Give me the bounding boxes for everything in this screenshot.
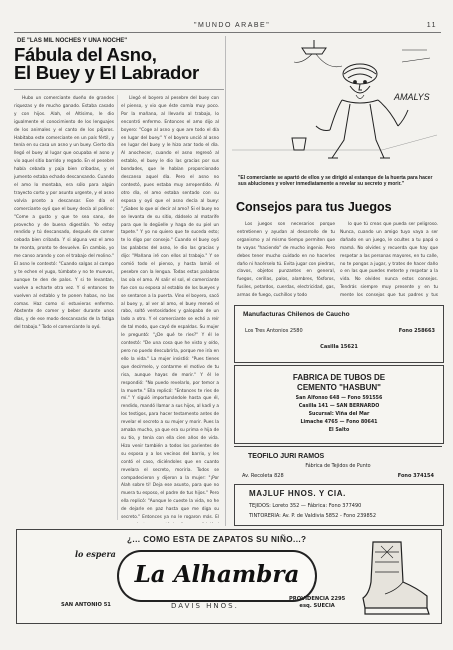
article-kicker: DE "LAS MIL NOCHES Y UNA NOCHE" [17,38,128,44]
article-title-line1: Fábula del Asno, [14,44,157,65]
tips-column-2-text: lo que tú creas que pueda ser peligroso. Nunca, cuando un amigo tuyo vaya a ser dañado en un juego, le ocultes a tu papá o mamá. No olvides y recuerda que hay que respetar a las personas mayores, en tu calle, no te pongas a jugar, y trates de hacer daño o en las que puedes meterte y respetar a la vida. No olvides nunca estos consejos. Tendrás siempre muy presente y en tu mente los consejos que tus padres y tus [340,222,438,297]
ad-teofilo-name: TEOFILO JURI RAMOS [248,453,325,460]
ad-hasbun-line4: Casilla 141 — SAN BERNARDO [298,404,380,409]
ad-hasbun-line7: El Salto [328,428,350,433]
ad-alhambra-owner: DAVIS HNOS. [171,602,239,610]
ad-teofilo [234,446,442,475]
ad-caucho-phone: Fono 258663 [398,328,435,334]
ad-alhambra-headline: ¿... COMO ESTA DE ZAPATOS SU NIÑO...? [127,535,307,544]
ad-caucho-address: Los Tres Antonios 2580 [245,328,303,334]
article-title [14,46,214,82]
ad-hasbun-line1: FABRICA DE TUBOS DE [292,373,386,382]
page-number: 11 [426,22,437,29]
ad-majluf-line2: TINTORERIA: Av. P. de Valdivia 5852 - Fono 239852 [249,513,376,519]
ad-teofilo-product: Fábrica de Tejidos de Punto [305,464,371,469]
ad-majluf-name: MAJLUF HNOS. Y CIA. [249,489,346,498]
ad-alhambra-address2-line1: PROVIDENCIA 2295 [289,596,346,602]
ad-caucho-box: Casilla 15621 [320,344,358,350]
magazine-name: "MUNDO ARABE" [194,22,271,29]
header-rule [14,32,441,33]
ad-alhambra-lo-espera: lo espera [75,549,116,559]
ad-teofilo-address: Av. Recoleta 828 [242,473,284,479]
article-column-1 [14,95,114,523]
tips-column-2 [340,221,438,297]
article-title-line2: El Buey y El Labrador [14,62,199,83]
ad-alhambra-address2 [289,596,345,610]
article-column-1-text: Hubo un comerciante dueño de grandes riquezas y de mucho ganado. Estaba casado y con hijos. Alah, el Altísimo, le dio igualmente el conocimiento de los lenguajes de los animales y el canto de los pájaros. Habitaba este comerciante en un país fértil, y tenía en su casa un asno y un buey. Cierto día llegó el buey al lugar que ocupaba el asno y vio aquel sitio barrido y regado. En el pesebre había cebada y paja bien cribadas, y el jumento estaba echado descansando. Cuando el amo lo montaba, era sólo para algún trayecto corto y por asunto urgente, y el asno volvía pronto a descansar. Ese día el comerciante oyó que el buey decía al pollino: "Come a gusto y que te sea sano, de provecho y de buena digestión. Yo estoy rendido y tú descansado, después de comer cebada bien cribada. Y si alguna vez el amo te monta, pronto te devuelve. En cambio, yo me canso arando y con el trabajo del molino." El asno le contestó: "Cuando salgas al campo y te echen el yugo, túmbate y no te muevas, aunque te den de palos. Y si te levantan, vuelve a echarte otra vez. Y si entonces te vuelven al establo y te ponen habas, no las comas. Haz como si estuvieras enfermo. Abstente de comer y beber durante unos días, y de ese modo descansarás de la fatiga del trabajo." Todo el comerciante lo oyó. [14,96,114,331]
ad-alhambra-brand: La Alhambra [117,550,317,602]
tips-column-1-text: Los juegos son necesarios porque entretienen y ayudan al desarrollo de tu organismo y al mismo tiempo permiten que te vayas "haciendo" de mucho ingenio. Pero debes tener mucho cuidado en no hacerles daño ni hacérselo tú. Evita jugar con piedras, clavos, objetos punzantes en general, fuegos, cerillas, palos, alambres, fósforos, fusiles, petardos, cuerdas, electricidad, gas, armas de fuego, cuchillos y todo [237,222,335,297]
article-column-2-text: Llegó el boyero al pesebre del buey con el pienso, y vio que éste comía muy poco. Por la mañana, al llevarlo al trabajo, lo encontró enfermo. Entonces el amo dijo al boyero: "Coge al asno y que are todo el día en lugar del buey." Y el boyero unció al asno en lugar del buey y le hizo arar todo el día. Al anochecer, cuando el asno regresó al establo, el buey le dio las gracias por sus bondades, que le habían proporcionado descanso aquel día. Pero el asno no contestó, pues estaba muy arrepentido. Al otro día, el amo estaba sentado con su esposa y oyó que el asno decía al buey: "¿Sabes lo que oí decir al amo? Si el buey no se levanta de su sitio, dádselo al matarife para que lo degüelle y haga de su piel un tapete." Y yo no quiero que te suceda esto; te lo digo por consejo." Cuando el buey oyó las palabras del asno, le dio las gracias y dijo: "Mañana iré con ellos al trabajo." Y se comió todo el pienso, y hasta lamió el pesebre con la lengua. Todas estas palabras las oía el amo. Al salir el sol, el comerciante fue con su esposa al establo de los bueyes y se sentaron a la puerta. Vino el boyero, sacó al buey y, al ver al amo, el buey meneó el rabo, soltó ventosidades y galopaba de un lado a otro. Y el comerciante se echó a reír de tal modo, que cayó de espaldas. Su mujer le preguntó: "¿De qué te ríes?" Y él le contestó: "De una cosa que he visto y oído, pero no puedo descubrirla, porque me iría en ello la vida." La mujer insistió: "Pues tienes que decírmelo, y contarme el motivo de tu risa, aunque hayas de morir." Y él le respondió: "No puedo revelarlo, por temor a la muerte." Ella replicó: "Entonces te ríes de mí." Y siguió importunándole hasta que él, rendido, mandó llamar a sus hijos, al kadí y a los testigos, para hacer testamento antes de revelar el secreto a su mujer y morir. Pues la amaba mucho, ya que era su prima e hija de su tío, y tenía con ella cien años de vida. Hizo venir también a todos los parientes de su esposa y a los vecinos del barrio, y les contó el caso, diciéndoles que en cuanto revelara el secreto, moriría. Todos se compadecieron y dijeron a la mujer: "¡Por Alah sobre ti! Deja ese asunto, para que no muera tu esposo, el padre de tus hijos." Pero ella replicó: "Aunque le cueste la vida, no he de dejarle en paz hasta que me diga su secreto." Entonces ya no le rogaron más. El [121,96,219,521]
cartoon-illustration [232,40,437,170]
tips-column-1 [237,221,335,297]
ad-hasbun-line6: Limache 4765 — Fono 80641 [300,420,378,425]
tips-title: Consejos para tus Juegos [236,200,392,214]
ad-hasbun-line5: Sucursal: Viña del Mar [308,412,370,417]
ad-majluf-line1: TEJIDOS: Loreto 352 — Fábrica: Fono 377490 [249,503,362,509]
cartoon-signature: AMALYS [394,92,430,102]
title-rule [14,89,224,90]
ad-hasbun-line2: CEMENTO "HASBUN" [297,383,381,392]
ad-caucho-name: Manufacturas Chilenos de Caucho [243,311,350,318]
ad-alhambra-address: SAN ANTONIO 51 [61,602,111,608]
ad-majluf [234,484,444,526]
ad-alhambra-address2-line2: esq. SUECIA [299,603,335,609]
cartoon-caption: "El comerciante se apartó de ellos y se dirigió al estanque de la huerta para hacer sus abluciones y volver inmediatamente a revelar su secreto y morir." [238,175,433,188]
ad-alhambra [16,529,442,624]
article-column-2 [121,95,219,523]
boot-icon [351,538,433,618]
ad-hasbun [234,365,444,444]
ad-caucho [234,305,444,363]
ad-teofilo-phone: Fono 374154 [397,473,434,479]
ad-hasbun-line3: San Alfonso 648 — Fono 591556 [295,396,383,401]
column-divider [117,95,118,520]
page-gutter [225,36,226,526]
